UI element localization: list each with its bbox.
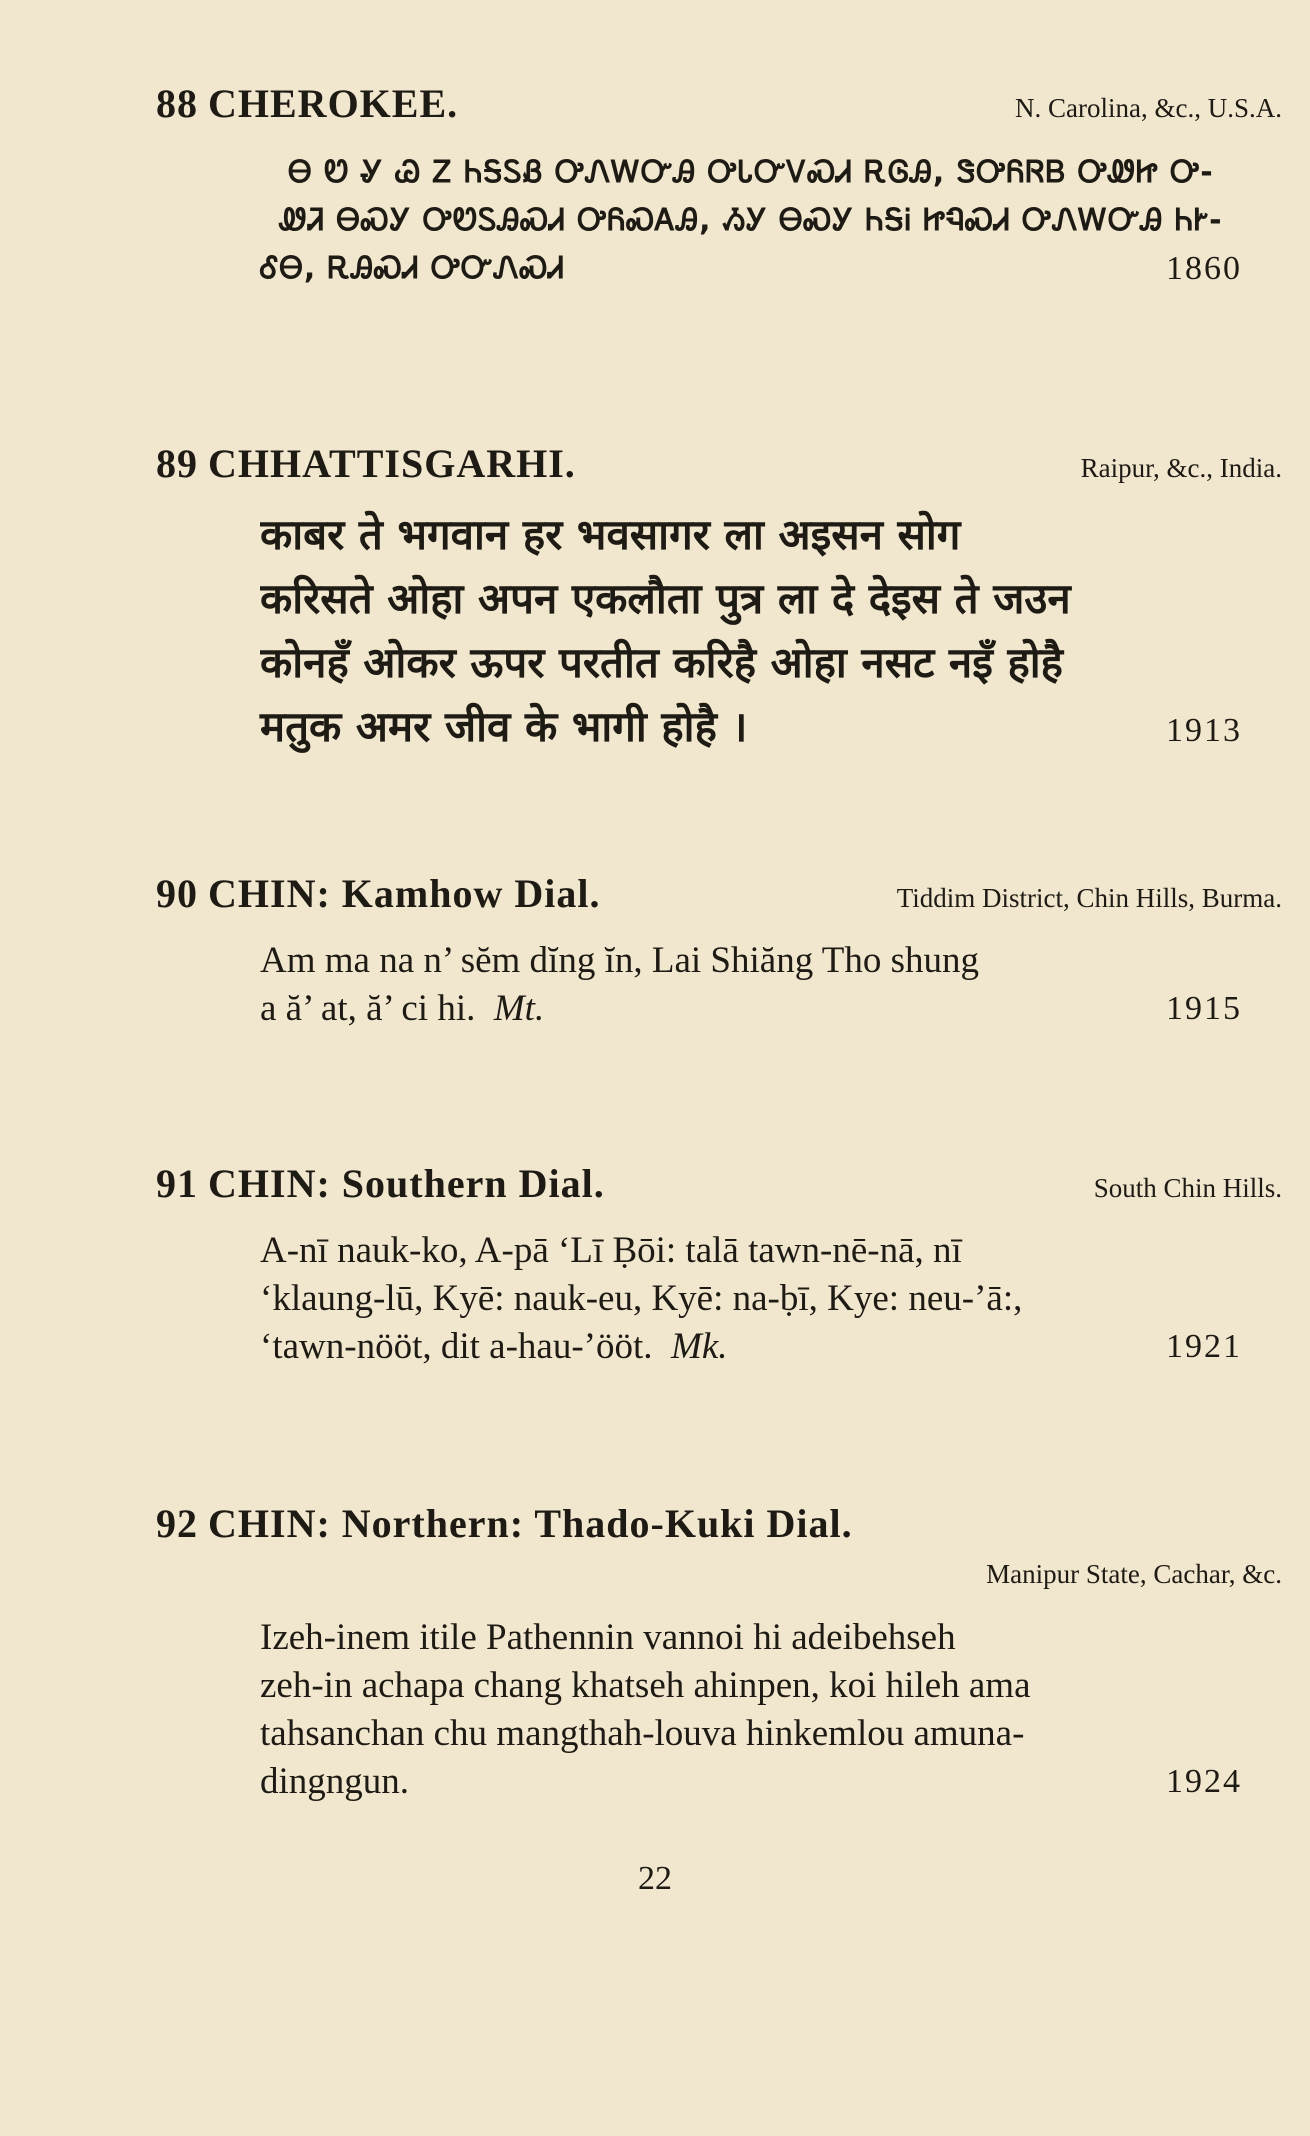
text-line: a ă’ at, ă’ ci hi. <box>260 988 476 1029</box>
location: South Chin Hills. <box>1093 1173 1282 1203</box>
text-line: Ꮎ Ꮼ Ꮍ Ꮚ Ꮓ ᏂᎦᏚᏰ ᎤᏁᎳᏅᎯ ᎤᏓᏅᏙᏍᏗ ᎡᎶᎯ, ᏕᎤᏲᏒᏴ ᎤᏪᏥ Ꭴ- <box>288 155 1214 190</box>
entry-number: 88 <box>156 81 198 126</box>
language-name: CHIN: Kamhow Dial. <box>208 871 601 916</box>
text-line: मतुक अमर जीव के भागी होहै । <box>260 702 748 751</box>
year: 1915 <box>1166 990 1242 1027</box>
scripture-reference: Mt. <box>493 988 545 1029</box>
entry-heading <box>156 870 600 917</box>
passage-text <box>260 1227 1242 1371</box>
language-name: CHHATTISGARHI. <box>208 441 576 486</box>
entry-number: 91 <box>156 1161 198 1206</box>
entry-92 <box>156 1500 1282 1806</box>
passage-text <box>260 149 1242 293</box>
entry-number: 92 <box>156 1501 198 1546</box>
passage-text <box>260 503 1242 759</box>
location: Raipur, &c., India. <box>1080 453 1282 483</box>
text-line: करिसते ओहा अपन एकलौता पुत्र ला दे देइस ते जउन <box>260 574 1071 623</box>
page-number: 22 <box>638 1860 672 1897</box>
language-name: CHIN: Northern: Thado-Kuki Dial. <box>208 1501 853 1546</box>
entry-number: 89 <box>156 441 198 486</box>
entry-91 <box>156 1160 1282 1371</box>
entry-heading <box>156 440 576 487</box>
location: N. Carolina, &c., U.S.A. <box>1015 93 1282 123</box>
text-line: कोनहँ ओकर ऊपर परतीत करिहै ओहा नसट नइँ होहै <box>260 638 1063 687</box>
text-line: zeh-in achapa chang khatseh ahinpen, koi hileh ama <box>260 1665 1031 1706</box>
year: 1860 <box>1166 250 1242 287</box>
entry-heading <box>156 1500 853 1547</box>
year: 1921 <box>1166 1328 1242 1365</box>
entry-heading <box>156 80 458 127</box>
text-line: Am ma na n’ sĕm dĭng ĭn, Lai Shiăng Tho shung <box>260 940 980 981</box>
scripture-reference: Mk. <box>671 1326 728 1367</box>
text-line: काबर ते भगवान हर भवसागर ला अइसन सोग <box>260 510 961 559</box>
entry-number: 90 <box>156 871 198 916</box>
text-line: ‘klaung-lū, Kyē: nauk-eu, Kyē: na-ḅī, Kye: neu-’ā:, <box>260 1278 1023 1319</box>
entry-90 <box>156 870 1282 1033</box>
language-name: CHEROKEE. <box>208 81 459 126</box>
text-line: ‘tawn-nööt, dit a-hau-’ööt. <box>260 1326 653 1367</box>
text-line: tahsanchan chu mangthah-louva hinkemlou amuna- <box>260 1713 1025 1754</box>
text-line: A-nī nauk-ko, A-pā ‘Lī Ḅōi: talā tawn-nē-nā, nī <box>260 1230 962 1271</box>
text-line: dingngun. <box>260 1761 410 1802</box>
passage-text <box>260 937 1242 1033</box>
language-name: CHIN: Southern Dial. <box>208 1161 605 1206</box>
passage-text <box>260 1614 1242 1806</box>
year: 1924 <box>1166 1763 1242 1800</box>
text-line: ᎴᎾ, ᎡᎯᏍᏗ ᎤᏅᏁᏍᏗ <box>260 251 566 286</box>
year: 1913 <box>1166 712 1242 749</box>
entry-89 <box>156 440 1282 759</box>
entry-88 <box>156 80 1282 293</box>
location: Manipur State, Cachar, &c. <box>986 1559 1282 1589</box>
text-line: Izeh-inem itile Pathennin vannoi hi adeibehseh <box>260 1617 956 1658</box>
location: Tiddim District, Chin Hills, Burma. <box>896 883 1282 913</box>
entry-heading <box>156 1160 605 1207</box>
text-line: ᏪᏘ ᎾᏍᎩ ᎤᏬᏚᎯᏍᏗ ᎤᏲᏍᎪᎯ, ᏱᎩ ᎾᏍᎩ ᏂᎦᎥ ᏥᏄᏍᏗ ᎤᏁᎳᏅᎯ ᏂᎨ- <box>279 203 1223 238</box>
